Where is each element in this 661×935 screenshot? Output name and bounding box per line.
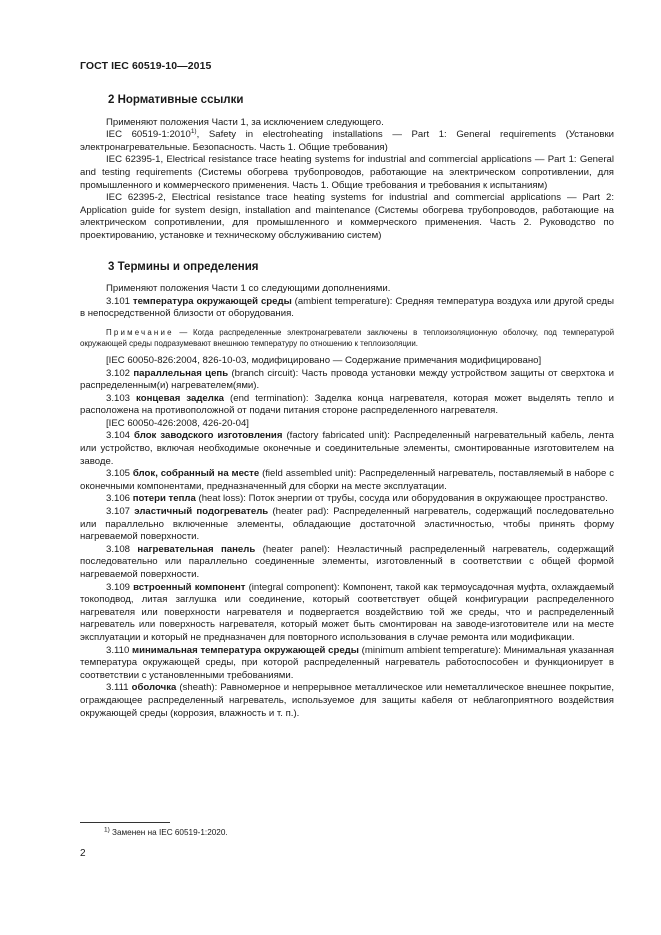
definition-number: 3.110 — [106, 644, 133, 656]
note-text: — Когда распределенные электронагреватели заключены в теплоизоляционную оболочку, под температурой окружающей среды подразумевают внешнюю температуру по отношению к теплоизоляции. — [80, 327, 614, 348]
reference-code: IEC 60519-1:2010 — [106, 129, 191, 141]
definition-text: (heater panel): Неэластичный распределенный нагреватель, содержащий последовательно или параллельно соединенные элементы, изготовленный в соответствии с общей формой нагреваемой поверхности. — [80, 543, 614, 580]
definition-term: нагревательная панель — [137, 543, 256, 555]
definition-term: блок заводского изготовления — [134, 430, 283, 442]
reference-iec-60519-1 — [80, 129, 614, 154]
definition-3-105 — [80, 468, 614, 493]
definition-text: (factory fabricated unit): Распределенный нагревательный кабель, лента или устройство, включая необходимые оконечные и соединительные элементы, смонтированные изготовителем на заводе. — [80, 430, 614, 467]
definition-3-111 — [80, 682, 614, 720]
reference-iec-62395-1: IEC 62395-1, Electrical resistance trace heating systems for industrial and commercial applications — Part 1: General and testing requirements (Системы обогрева трубопроводов, работающие на электрическом сопротивлении, для промышленного и коммерческого применения. Часть 1. Общие требования и требования к испытаниям) — [80, 154, 614, 191]
footnote-marker: 1) — [190, 128, 197, 135]
definition-text: (heater pad): Распределенный нагреватель, содержащий последовательно или параллельно включенные элементы, обладающие достаточной эластичностью, чтобы принять форму нагреваемой поверхности. — [80, 506, 614, 543]
definition-text: (end termination): Заделка конца нагревателя, которая может выделять тепло и расположена на противоположной от подачи питания стороне распределенного нагревателя. — [80, 392, 614, 417]
definition-number: 3.111 — [106, 682, 132, 694]
definition-text: (integral component): Компонент, такой как термоусадочная муфта, охлаждаемый токоподвод, литая заглушка или соединение, который соответствует общей конфигурации распределенного нагревателя или поверхности нагревателя и подвергается воздействию той же среды, что и распределенный нагреватель или поверхность нагревателя, который может быть смонтирован на заводе-изготовителе или на месте эксплуатации и который не предназначен для повторного использования в случае ремонта или модификации. — [80, 581, 614, 643]
reference-iec-62395-2: IEC 62395-2, Electrical resistance trace heating systems for industrial and commercial applications — Part 2: Application guide for system design, installation and maintenance (Системы обогрева трубопроводов, работающие на электрическом сопротивлении, для промышленного и коммерческого применения. Часть 2. Руководство по проектированию, установке и техническому обслуживанию систем) — [80, 192, 614, 241]
definition-number: 3.103 — [106, 392, 137, 404]
footnote-divider — [80, 822, 170, 823]
definition-term: параллельная цепь — [133, 367, 229, 379]
definition-number: 3.109 — [106, 581, 134, 593]
definition-number: 3.101 — [106, 295, 133, 307]
definition-3-110 — [80, 645, 614, 683]
footnote — [104, 828, 228, 837]
definition-term: температура окружающей среды — [132, 295, 292, 307]
definition-text: (sheath): Равномерное и непрерывное металлическое или неметаллическое внешнее покрытие, ограждающее распределенный нагреватель, используемое для защиты кабеля от неблагоприятного воздействия окружающей среды (коррозия, влажность и т. п.). — [80, 682, 615, 719]
definition-term: оболочка — [131, 682, 177, 694]
definition-3-104 — [80, 430, 614, 468]
definition-text: (minimum ambient temperature): Минимальная указанная температура окружающей среды, при которой распределенный нагреватель работоспособен и функционирует в соответствии с установленными требованиями. — [80, 644, 614, 681]
page-body — [80, 90, 614, 720]
definition-3-109 — [80, 582, 614, 645]
page-number: 2 — [80, 848, 86, 859]
definition-text: (branch circuit): Часть провода установки между устройством защиты от сверхтока и распределенным(и) нагревателем(ями). — [80, 367, 614, 392]
source-reference-3-103: [IEC 60050-426:2008, 426-20-04] — [106, 417, 249, 429]
section-2-title: 2 Нормативные ссылки — [108, 94, 244, 106]
definition-text: (heat loss): Поток энергии от трубы, сосуда или оборудования в окружающее пространство. — [195, 493, 608, 505]
reference-text: , Safety in electroheating installations — Part 1: General requirements (Установки электронагревательные. Безопасность. Часть 1. Общие требования) — [80, 129, 614, 153]
definition-3-108 — [80, 544, 614, 582]
definition-term: встроенный компонент — [133, 581, 246, 593]
definition-3-101 — [80, 296, 614, 321]
definition-number: 3.104 — [106, 430, 135, 442]
definition-term: концевая заделка — [136, 392, 224, 404]
document-header: ГОСТ IEC 60519-10—2015 — [80, 60, 212, 72]
source-reference-3-101: [IEC 60050-826:2004, 826-10-03, модифицировано — Содержание примечания модифицировано] — [106, 354, 542, 366]
definition-term: минимальная температура окружающей среды — [132, 644, 359, 656]
definition-term: блок, собранный на месте — [132, 468, 260, 480]
definition-3-103 — [80, 393, 614, 418]
definition-number: 3.107 — [106, 506, 135, 518]
definition-3-107 — [80, 506, 614, 544]
definition-3-106 — [80, 493, 614, 506]
section-3-intro: Применяют положения Части 1 со следующими дополнениями. — [106, 283, 391, 295]
definition-number: 3.108 — [106, 543, 138, 555]
definition-number: 3.105 — [106, 468, 133, 480]
definition-3-102 — [80, 368, 614, 393]
definition-number: 3.106 — [106, 493, 133, 505]
section-2-intro: Применяют положения Части 1, за исключением следующего. — [106, 116, 384, 128]
definition-number: 3.102 — [106, 367, 134, 379]
note-label: Примечание — [106, 327, 174, 337]
footnote-mark: 1) — [104, 826, 110, 834]
definition-text: (ambient temperature): Средняя температура воздуха или другой среды в непосредственной близости от оборудования. — [80, 295, 614, 320]
definition-text: (field assembled unit): Распределенный нагреватель, поставляемый в наборе с оконечными компонентами, предназначенный для сборки на месте эксплуатации. — [80, 468, 614, 492]
note — [80, 327, 614, 349]
definition-term: эластичный подогреватель — [134, 506, 269, 518]
definition-term: потери тепла — [132, 493, 196, 505]
footnote-text: Заменен на IEC 60519-1:2020. — [109, 828, 228, 837]
section-3-title: 3 Термины и определения — [108, 260, 259, 273]
